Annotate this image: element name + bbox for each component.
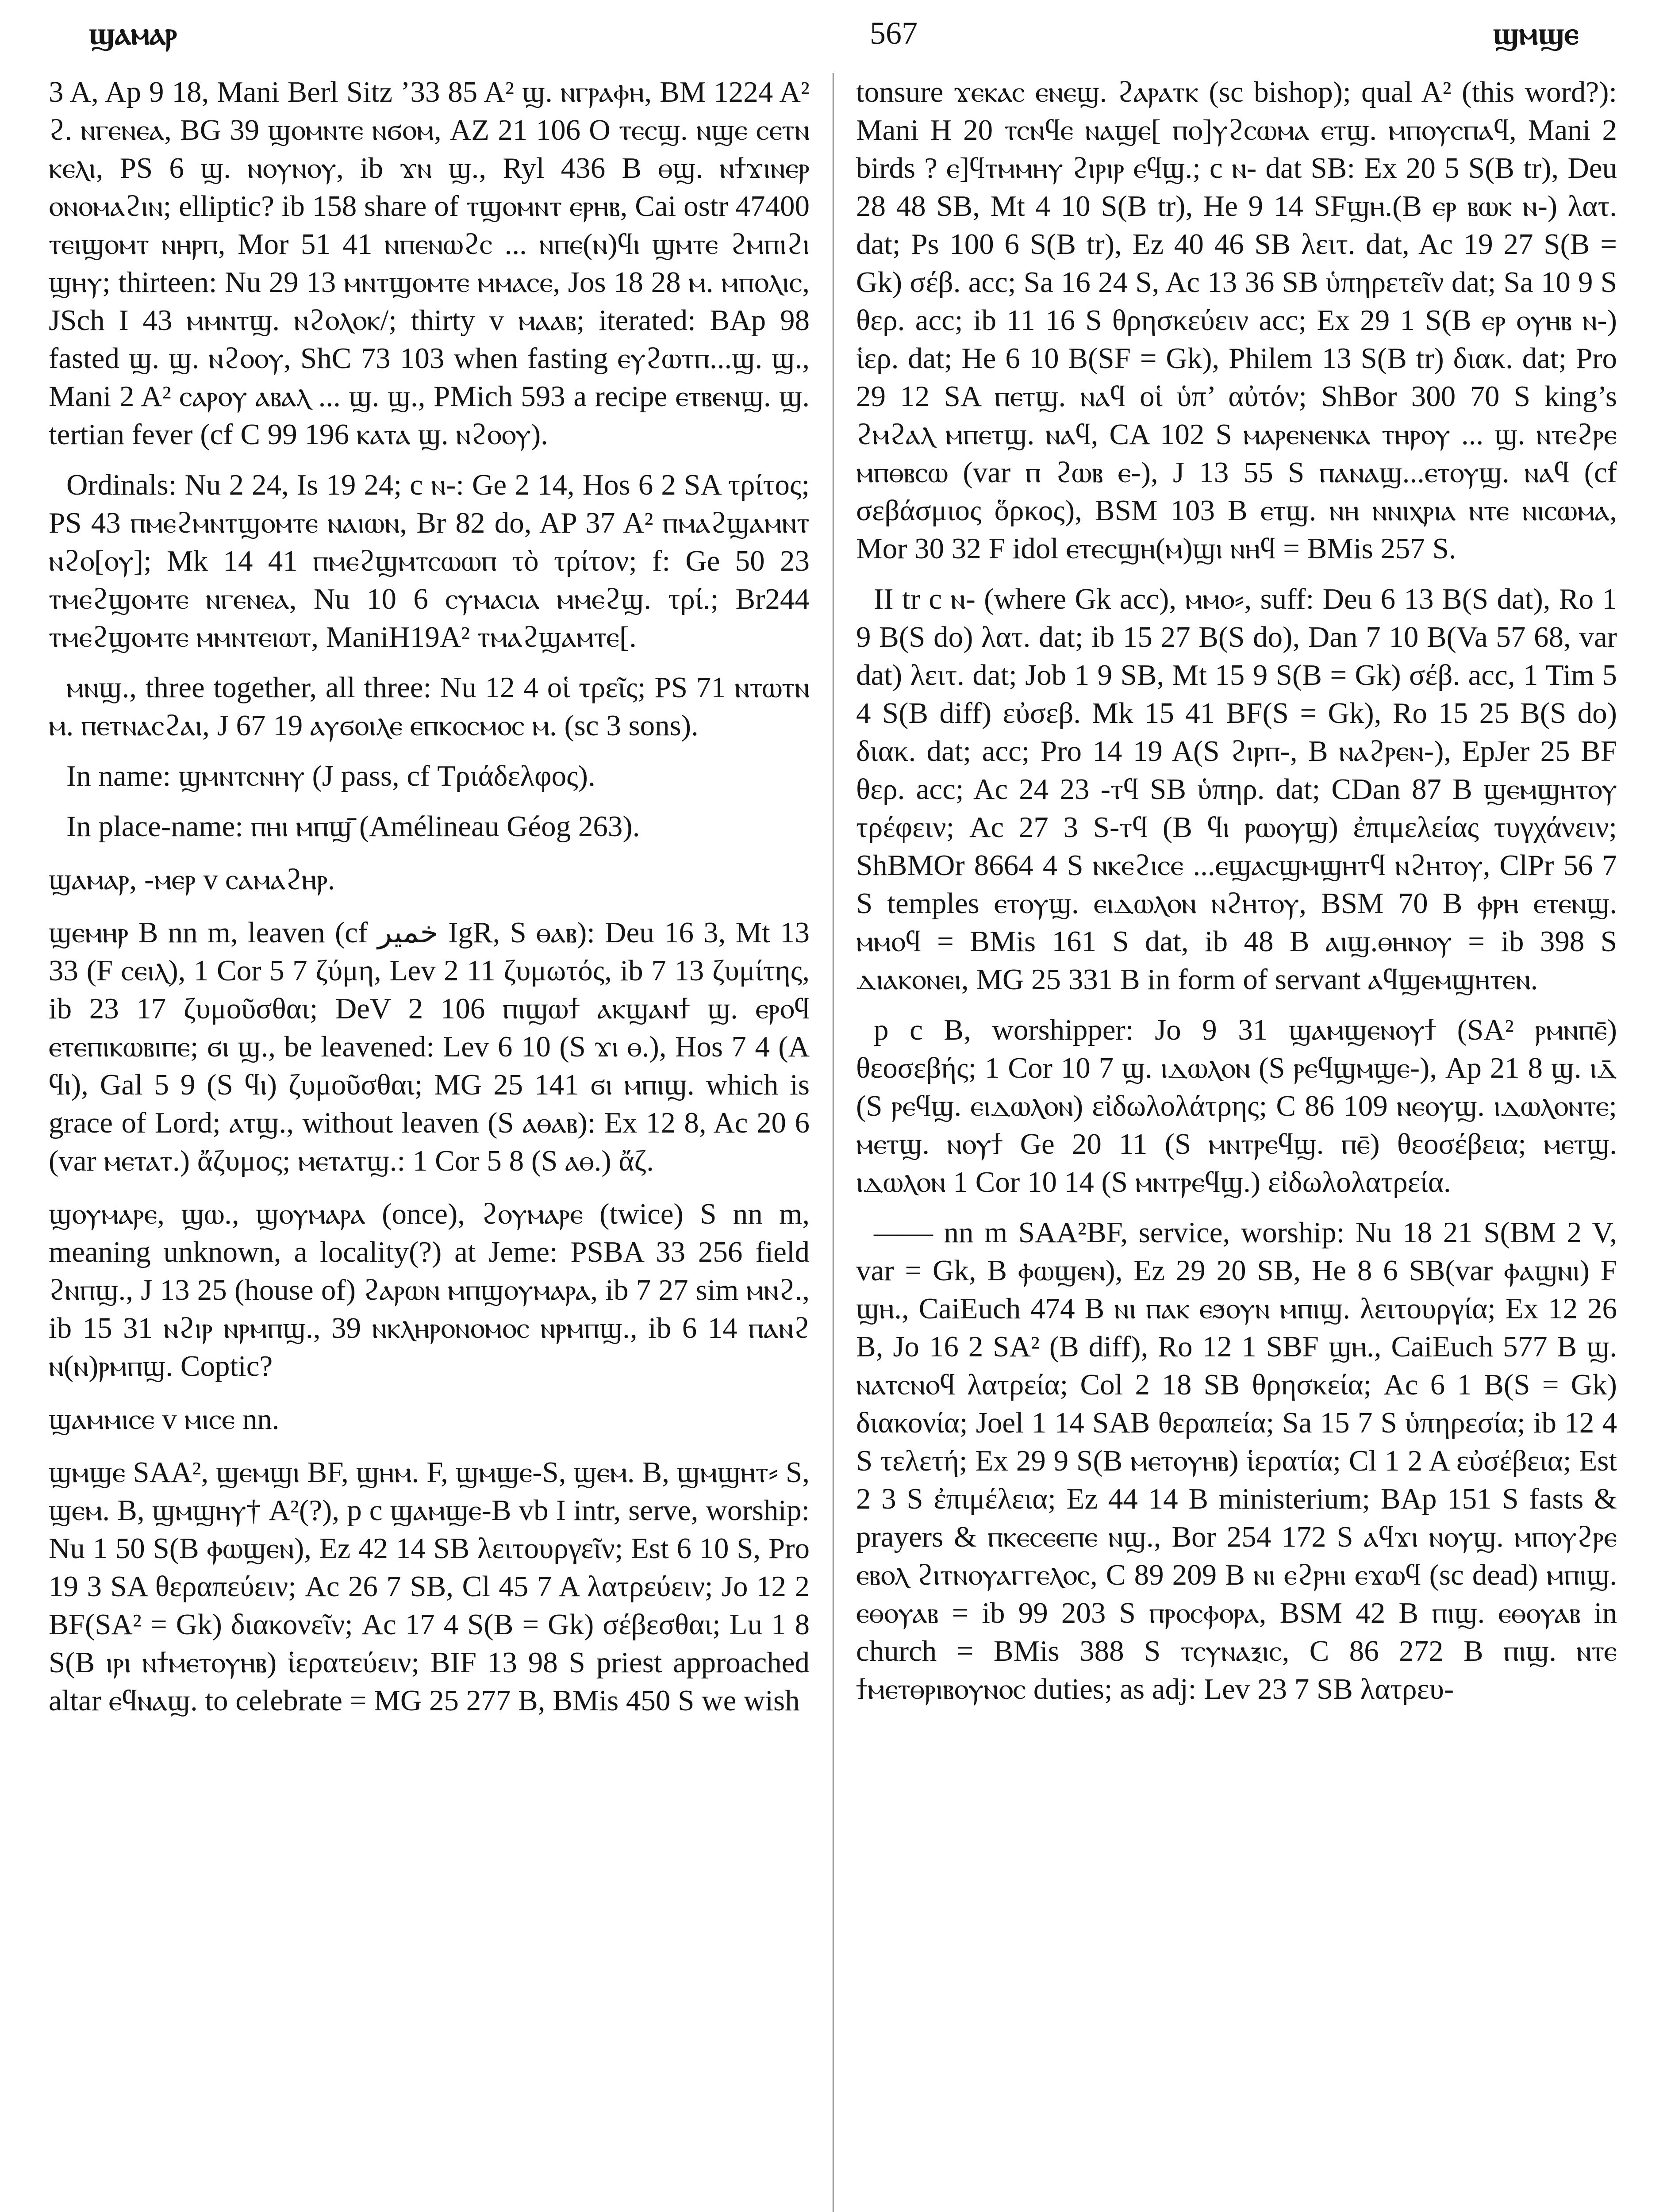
left-column [49,73,810,1732]
right-column [856,73,1617,1720]
transitive-section: II tr c ⲛ- (where Gk acc), ⲙⲙⲟ⸗, suff: Deu 6 13 B(S dat), Ro 1 9 B(S do) λατ. dat; ib 15 27 B(S do), Dan 7 10 B(Va 57 68, var dat) λειτ. dat; Job 1 9 SB, Mt 15 9 S(B = Gk) σέβ. acc, 1 Tim 5 4 S(B diff) εὐσεβ. Mk 15 41 BF(S = Gk), Ro 15 25 B(S do) διακ. dat; acc; Pro 14 19 A(S ϩⲓⲣⲡ-, B ⲛⲁϩⲣⲉⲛ-), EpJer 25 BF θερ. acc; Ac 24 23 -ⲧϥ SB ὑπηρ. dat; CDan 87 B ϣⲉⲙϣⲏⲧⲟⲩ τρέφειν; Ac 27 3 S-ⲧϥ (B ϥⲓ ⲣⲱⲟⲩϣ) ἐπιμελείας τυγχάνειν; ShBMOr 8664 4 S ⲛⲕⲉϩⲓⲥⲉ ...ⲉϣⲁⲥϣⲙϣⲏⲧϥ ⲛϩⲏⲧⲟⲩ, ClPr 56 7 S temples ⲉⲧⲟⲩϣ. ⲉⲓⲇⲱⲗⲟⲛ ⲛϩⲏⲧⲟⲩ, BSM 70 B ⲫⲣⲏ ⲉⲧⲉⲛϣ. ⲙⲙⲟϥ = BMis 161 S dat, ib 48 B ⲁⲓϣ.ⲑⲏⲛⲟⲩ = ib 398 S ⲇⲓⲁⲕⲟⲛⲉⲓ, MG 25 331 B in form of servant ⲁϥϣⲉⲙϣⲏⲧⲉⲛ. [856,583,1617,996]
entry-shmshe: ϣⲙϣⲉ SAA², ϣⲉⲙϣⲓ BF, ϣⲏⲙ. F, ϣⲙϣⲉ-S, ϣⲉⲙ. B, ϣⲙϣⲏⲧ⸗ S, ϣⲉⲙ. B, ϣⲙϣⲏⲩ† A²(?), p c ϣⲁⲙϣⲉ-B vb I intr, serve, worship: Nu 1 50 S(B ⲫⲱϣⲉⲛ), Ez 42 14 SB λειτουργεῖν; Est 6 10 S, Pro 19 3 SA θεραπεύειν; Ac 26 7 SB, Cl 45 7 A λατρεύειν; Jo 12 2 BF(SA² = Gk) διακονεῖν; Ac 17 4 S(B = Gk) σέβεσθαι; Lu 1 8 S(B ⲓⲣⲓ ⲛϯⲙⲉⲧⲟⲩⲏⲃ) ἱερατεύειν; BIF 13 98 S priest approached altar ⲉϥⲛⲁϣ. to celebrate = MG 25 277 B, BMis 450 S we wish [49,1456,810,1717]
shmshe-continuation: tonsure ϫⲉⲕⲁⲥ ⲉⲛⲉϣ. ϩⲁⲣⲁⲧⲕ (sc bishop); qual A² (this word?): Mani H 20 ⲧⲥⲛϥⲉ ⲛⲁϣⲉ[ ⲡⲟ]ⲩϩⲥⲱⲙⲁ ⲉⲧϣ. ⲙⲡⲟⲩⲥⲡⲁϥ, Mani 2 birds ? ⲉ]ϥⲧⲙⲙⲏⲩ ϩⲓⲣⲓⲣ ⲉϥϣ.; c ⲛ- dat SB: Ex 20 5 S(B tr), Deu 28 48 SB, Mt 4 10 S(B tr), He 9 14 SFϣⲏ.(B ⲉⲣ ⲃⲱⲕ ⲛ-) λατ. dat; Ps 100 6 S(B tr), Ez 40 46 SB λειτ. dat, Ac 19 27 S(B = Gk) σέβ. acc; Sa 16 24 S, Ac 13 36 SB ὑπηρετεῖν dat; Sa 10 9 S θερ. acc; ib 11 16 S θρησκεύειν acc; Ex 29 1 S(B ⲉⲣ ⲟⲩⲏⲃ ⲛ-) ἱερ. dat; He 6 10 B(SF = Gk), Philem 13 S(B tr) διακ. dat; Pro 29 12 SA ⲡⲉⲧϣ. ⲛⲁϥ οἱ ὑπ’ αὐτόν; ShBor 300 70 S king’s ϩⲙϩⲁⲗ ⲙⲡⲉⲧϣ. ⲛⲁϥ, CA 102 S ⲙⲁⲣⲉⲛⲉⲛⲕⲁ ⲧⲏⲣⲟⲩ ... ϣ. ⲛⲧⲉϩⲣⲉ ⲙⲡⲑⲃⲥⲱ (var ⲡ ϩⲱⲃ ⲉ-), J 13 55 S ⲡⲁⲛⲁϣ...ⲉⲧⲟⲩϣ. ⲛⲁϥ (cf σεβάσμιος ὅρκος), BSM 103 B ⲉⲧϣ. ⲛⲏ ⲛⲛⲓⲭⲣⲓⲁ ⲛⲧⲉ ⲛⲓⲥⲱⲙⲁ, Mor 30 32 F idol ⲉⲧⲉⲥϣⲏ(ⲙ)ϣⲓ ⲛⲏϥ = BMis 257 S. [856,76,1617,565]
entry-shamar: ϣⲁⲙⲁⲣ, -ⲙⲉⲣ v ⲥⲁⲙⲁϩⲏⲣ. [49,863,335,896]
running-head-right: ϣⲙϣⲉ [1492,14,1579,52]
worshipper-section: p c B, worshipper: Jo 9 31 ϣⲁⲙϣⲉⲛⲟⲩϯ (SA² ⲣⲙⲛⲡⲉ̄) θεοσεβής; 1 Cor 10 7 ϣ. ⲓⲇⲱⲗⲟⲛ (S ⲣⲉϥϣⲙϣⲉ-), Ap 21 8 ϣ. ⲓⲇ̄ (S ⲣⲉϥϣ. ⲉⲓⲇⲱⲗⲟⲛ) εἰδωλολάτρης; C 86 109 ⲛⲉⲟⲩϣ. ⲓⲇⲱⲗⲟⲛⲧⲉ; ⲙⲉⲧϣ. ⲛⲟⲩϯ Ge 20 11 (S ⲙⲛⲧⲣⲉϥϣ. ⲡⲉ̄) θεοσέβεια; ⲙⲉⲧϣ. ⲓⲇⲱⲗⲟⲛ 1 Cor 10 14 (S ⲙⲛⲧⲣⲉϥϣ.) εἰδωλολατρεία. [856,1014,1617,1198]
noun-service-section: —— nn m SAA²BF, service, worship: Nu 18 21 S(BM 2 V, var = Gk, B ⲫⲱϣⲉⲛ), Ez 29 20 SB, He 8 6 SB(var ⲫⲁϣⲛⲓ) F ϣⲏ., CaiEuch 474 B ⲛⲓ ⲡⲁⲕ ⲉϧⲟⲩⲛ ⲙⲡⲓϣ. λειτουργία; Ex 12 26 B, Jo 16 2 SA² (B diff), Ro 12 1 SBF ϣⲏ., CaiEuch 577 B ϣ. ⲛⲁⲧⲥⲛⲟϥ λατρεία; Col 2 18 SB θρησκεία; Ac 6 1 B(S = Gk) διακονία; Joel 1 14 SAB θεραπεία; Sa 15 7 S ὑπηρεσία; ib 12 4 S τελετή; Ex 29 9 S(B ⲙⲉⲧⲟⲩⲏⲃ) ἱερατία; Cl 1 2 A εὐσέβεια; Est 2 3 S ἐπιμέλεια; Ez 44 14 B ministerium; BAp 151 S fasts & prayers & ⲡⲕⲉⲥⲉⲉⲡⲉ ⲛϣ., Bor 254 172 S ⲁϥϫⲓ ⲛⲟⲩϣ. ⲙⲡⲟⲩϩⲣⲉ ⲉⲃⲟⲗ ϩⲓⲧⲛⲟⲩⲁⲅⲅⲉⲗⲟⲥ, C 89 209 B ⲛⲓ ⲉϩⲣⲏⲓ ⲉϫⲱϥ (sc dead) ⲙⲡⲓϣ. ⲉⲑⲟⲩⲁⲃ = ib 99 203 S ⲡⲣⲟⲥⲫⲟⲣⲁ, BSM 42 B ⲡⲓϣ. ⲉⲑⲟⲩⲁⲃ in church = BMis 388 S ⲧⲥⲩⲛⲁⲝⲓⲥ, C 86 272 B ⲡⲓϣ. ⲛⲧⲉ ϯⲙⲉⲧⲑⲣⲓⲃⲟⲩⲛⲟⲥ duties; as adj: Lev 23 7 SB λατρευ- [856,1216,1617,1705]
running-head-left: ϣⲁⲙⲁⲣ [88,14,177,52]
entry-continuation: 3 A, Ap 9 18, Mani Berl Sitz ’33 85 A² ϣ. ⲛⲅⲣⲁⲫⲏ, BM 1224 A² ϩ. ⲛⲅⲉⲛⲉⲁ, BG 39 ϣⲟⲙⲛⲧⲉ ⲛϭⲟⲙ, AZ 21 106 O ⲧⲉⲥϣ. ⲛϣⲉ ⲥⲉⲧⲛ ⲕⲉⲗⲓ, PS 6 ϣ. ⲛⲟⲩⲛⲟⲩ, ib ϫⲛ ϣ., Ryl 436 B ⲑϣ. ⲛϯϫⲓⲛⲉⲣ ⲟⲛⲟⲙⲁϩⲓⲛ; elliptic? ib 158 share of ⲧϣⲟⲙⲛⲧ ⲉⲣⲏⲃ, Cai ostr 47400 ⲧⲉⲓϣⲟⲙⲧ ⲛⲏⲣⲡ, Mor 51 41 ⲛⲡⲉⲛⲱϩⲥ ... ⲛⲡⲉ(ⲛ)ϥⲓ ϣⲙⲧⲉ ϩⲙⲡⲓϩⲓ ϣⲏⲩ; thirteen: Nu 29 13 ⲙⲛⲧϣⲟⲙⲧⲉ ⲙⲙⲁⲥⲉ, Jos 18 28 ⲙ. ⲙⲡⲟⲗⲓⲥ, JSch I 43 ⲙⲙⲛⲧϣ. ⲛϩⲟⲗⲟⲕ/; thirty v ⲙⲁⲁⲃ; iterated: BAp 98 fasted ϣ. ϣ. ⲛϩⲟⲟⲩ, ShC 73 103 when fasting ⲉⲩϩⲱⲧⲡ...ϣ. ϣ., Mani 2 A² ⲥⲁⲣⲟⲩ ⲁⲃⲁⲗ ... ϣ. ϣ., PMich 593 a recipe ⲉⲧⲃⲉⲛϣ. ϣ. tertian fever (cf C 99 196 ⲕⲁⲧⲁ ϣ. ⲛϩⲟⲟⲩ). [49,76,810,451]
page-number: 567 [870,15,918,51]
column-divider [833,73,834,2212]
entry-shammise: ϣⲁⲙⲙⲓⲥⲉ v ⲙⲓⲥⲉ nn. [49,1403,280,1436]
entry-shemer: ϣⲉⲙⲏⲣ B nn m, leaven (cf خمير IgR, S ⲑⲁⲃ): Deu 16 3, Mt 13 33 (F ⲥⲉⲓⲗ), 1 Cor 5 7 ζύμη, Lev 2 11 ζυμωτός, ib 7 13 ζυμίτης, ib 23 17 ζυμοῦσθαι; DeV 2 106 ⲡⲓϣⲱϯ ⲁⲕϣⲁⲛϯ ϣ. ⲉⲣⲟϥ ⲉⲧⲉⲡⲓⲕⲱⲃⲓⲡⲉ; ϭⲓ ϣ., be leavened: Lev 6 10 (S ϫⲓ ⲑ.), Hos 7 4 (A ϥⲓ), Gal 5 9 (S ϥⲓ) ζυμοῦσθαι; MG 25 141 ϭⲓ ⲙⲡⲓϣ. which is grace of Lord; ⲁⲧϣ., without leaven (S ⲁⲑⲁⲃ): Ex 12 8, Ac 20 6 (var ⲙⲉⲧⲁⲧ.) ἄζυμος; ⲙⲉⲧⲁⲧϣ.: 1 Cor 5 8 (S ⲁⲑ.) ἄζ. [49,916,810,1177]
in-place-name-line: In place-name: ⲡⲏⲓ ⲙⲡϣ̄ (Amélineau Géog 263). [66,810,640,843]
ordinals-paragraph: Ordinals: Nu 2 24, Is 19 24; c ⲛ-: Ge 2 14, Hos 6 2 SA τρίτος; PS 43 ⲡⲙⲉϩⲙⲛⲧϣⲟⲙⲧⲉ ⲛⲁⲓⲱⲛ, Br 82 do, AP 37 A² ⲡⲙⲁϩϣⲁⲙⲛⲧ ⲛϩⲟ[ⲟⲩ]; Mk 14 41 ⲡⲙⲉϩϣⲙⲧⲥⲱⲱⲡ τὸ τρίτον; f: Ge 50 23 ⲧⲙⲉϩϣⲟⲙⲧⲉ ⲛⲅⲉⲛⲉⲁ, Nu 10 6 ⲥⲩⲙⲁⲥⲓⲁ ⲙⲙⲉϩϣ. τρί.; Br244 ⲧⲙⲉϩϣⲟⲙⲧⲉ ⲙⲙⲛⲧⲉⲓⲱⲧ, ManiH19A² ⲧⲙⲁϩϣⲁⲙⲧⲉ[. [49,469,810,653]
entry-shoumare: ϣⲟⲩⲙⲁⲣⲉ, ϣⲱ., ϣⲟⲩⲙⲁⲣⲁ (once), ϩⲟⲩⲙⲁⲣⲉ (twice) S nn m, meaning unknown, a locality(?) at Jeme: PSBA 33 256 field ϩⲛⲡϣ., J 13 25 (house of) ϩⲁⲣⲱⲛ ⲙⲡϣⲟⲩⲙⲁⲣⲁ, ib 7 27 sim ⲙⲛϩ., ib 15 31 ⲛϩⲓⲣ ⲛⲣⲙⲡϣ., 39 ⲛⲕⲗⲏⲣⲟⲛⲟⲙⲟⲥ ⲛⲣⲙⲡϣ., ib 6 14 ⲡⲁⲛϩ ⲛ(ⲛ)ⲣⲙⲡϣ. Coptic? [49,1198,810,1382]
three-together-paragraph: ⲙⲛϣ., three together, all three: Nu 12 4 οἱ τρεῖς; PS 71 ⲛⲧⲱⲧⲛ ⲙ. ⲡⲉⲧⲛⲁⲥϩⲁⲓ, J 67 19 ⲁⲩϭⲟⲓⲗⲉ ⲉⲡⲕⲟⲥⲙⲟⲥ ⲙ. (sc 3 sons). [49,671,810,742]
in-name-line: In name: ϣⲙⲛⲧⲥⲛⲏⲩ (J pass, cf Τριάδελφος). [66,760,595,792]
